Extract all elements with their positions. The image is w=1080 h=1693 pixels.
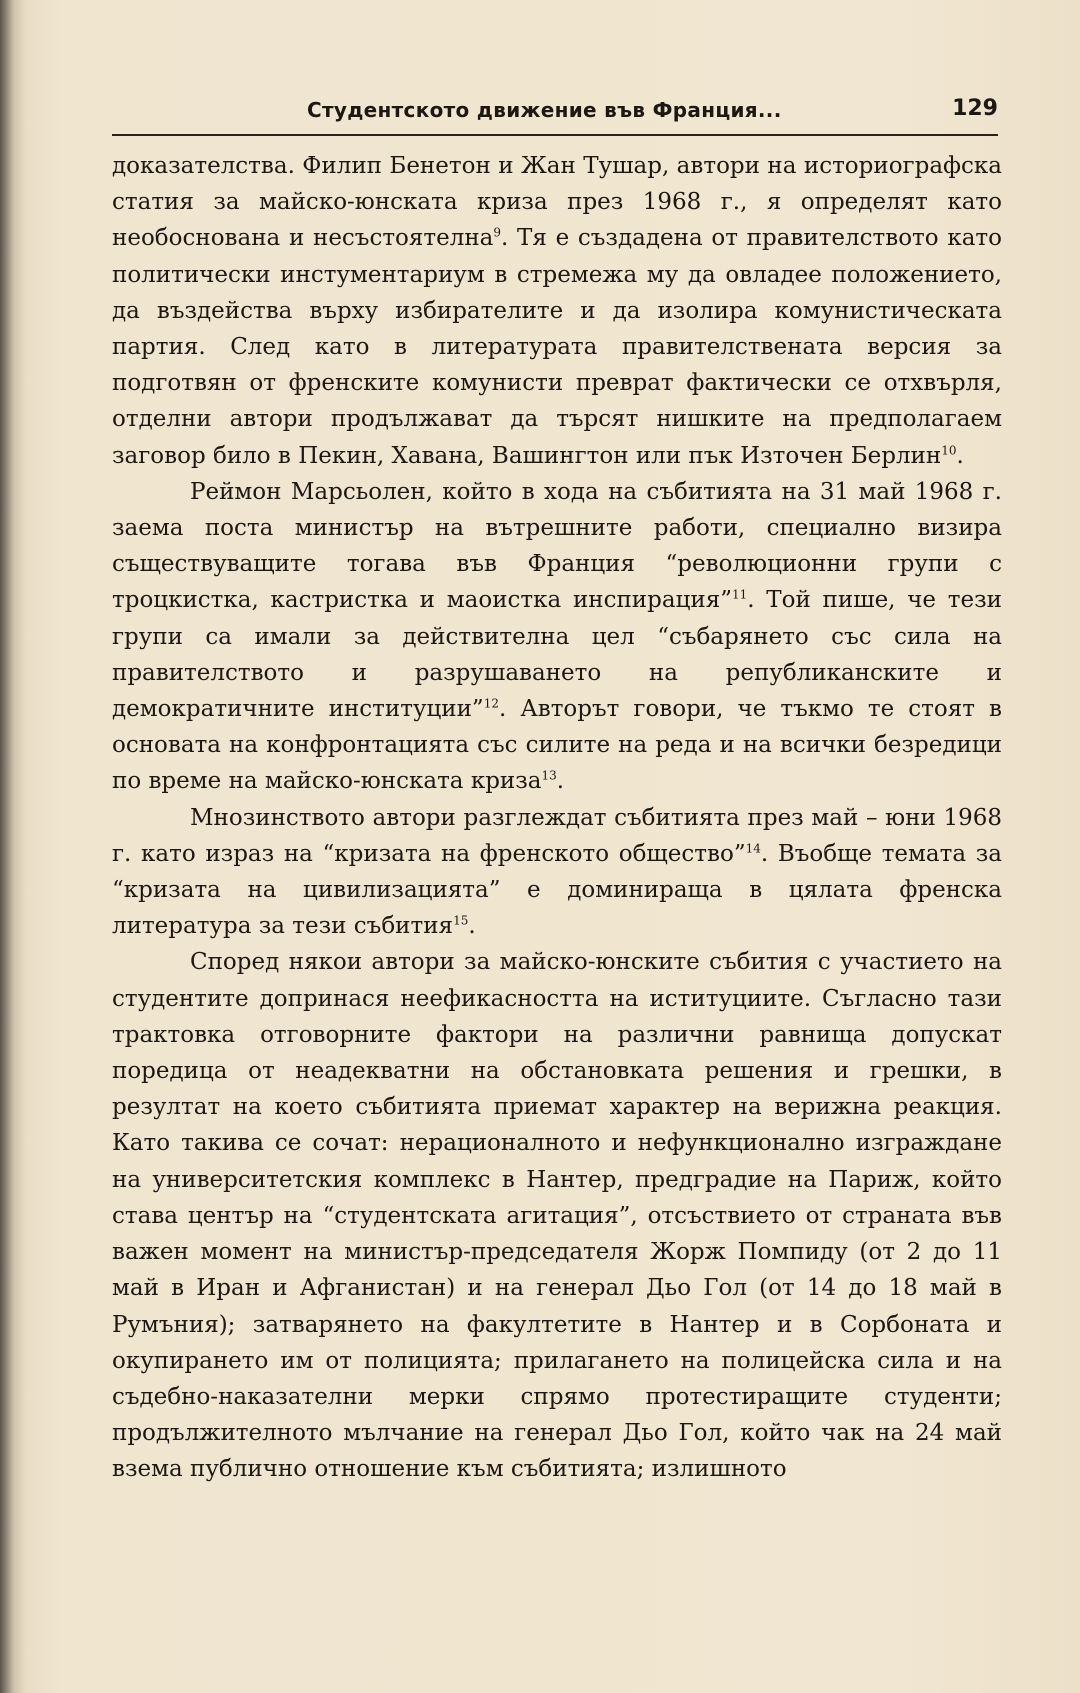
text-run: Реймон Марсьолен, който в хода на събитията на 31 май 1968 г. заема поста министър на вътрешните работи, специално визира съществуващите тогава във Франция “революционни групи с троцкистка, кастристка и маоистка инспирация”: [112, 478, 1002, 614]
page-number: 129: [952, 96, 998, 121]
text-run: .: [556, 768, 565, 795]
text-run: . Авторът говори, че тъкмо те стоят в основата на конфронтацията със силите на реда и на всички безредици по време на майско-юнската криза: [112, 696, 1002, 795]
paragraph-1: [112, 148, 1002, 474]
paragraph-4: [112, 944, 1002, 1487]
text-run: . Той пише, че тези групи са имали за действителна цел “събарянето със сила на правителството и разрушаването на републиканските и демократичните институции”: [112, 587, 1002, 723]
text-run: Мнозинството автори разглеждат събитията през май – юни 1968 г. като израз на “кризата на френското общество”: [112, 804, 1002, 867]
paragraph-3: [112, 800, 1002, 945]
text-run: . Тя е създадена от правителството като политически инстументариум в стремежа му да овладее положението, да въздейства върху избирателите и да изолира комунистическата партия. След като в литературата правителствената версия за подготвян от френските комунисти преврат фактически се отхвърля, отделни автори продължават да търсят нишките на предполагаем заговор било в Пекин, Хавана, Вашингтон или пък Източен Берлин: [112, 225, 1002, 469]
paragraph-2: [112, 474, 1002, 800]
running-title: Студентското движение във Франция...: [307, 98, 782, 122]
footnote-ref: 14: [745, 841, 761, 856]
text-run: . Въобще темата за “кризата на цивилизацията” е доминираща в цялата френска литература за тези събития: [112, 840, 1002, 940]
footnote-ref: 11: [731, 587, 748, 602]
footnote-ref: 10: [941, 442, 957, 457]
text-run: .: [956, 442, 964, 469]
footnote-ref: 13: [541, 768, 557, 783]
text-run: доказателства. Филип Бенетон и Жан Тушар, автори на историографска статия за майско-юнската криза през 1968 г., я определят като необоснована и несъстоятелна: [112, 153, 1002, 252]
running-head: [112, 96, 998, 136]
footnote-ref: 12: [483, 696, 499, 711]
footnote-ref: 9: [493, 225, 502, 240]
body-text: [112, 148, 1002, 1488]
text-run: .: [468, 913, 476, 940]
footnote-ref: 15: [453, 913, 469, 928]
text-run: Според някои автори за майско-юнските събития с участието на студентите допринася неефикасността на иституциите. Съгласно тази трактовка отговорните фактори на различни равнища допускат поредица от неадекватни на обстановката решения и грешки, в резултат на което събитията приемат характер на верижна реакция. Като такива се сочат: нерационалното и нефункционално изграждане на университетския комплекс в Нантер, предградие на Париж, който става център на “студентската агитация”, отсъствието от страната във важен момент на министър-председателя Жорж Помпиду (от 2 до 11 май в Иран и Афганистан) и на генерал Дьо Гол (от 14 до 18 май в Румъния); затварянето на факултетите в Нантер и в Сорбоната и окупирането им от полицията; прилагането на полицейска сила и на съдебно-наказателни мерки спрямо протестиращите студенти; продължителното мълчание на генерал Дьо Гол, който чак на 24 май взема публично отношение към събитията; излишното: [112, 949, 1002, 1483]
